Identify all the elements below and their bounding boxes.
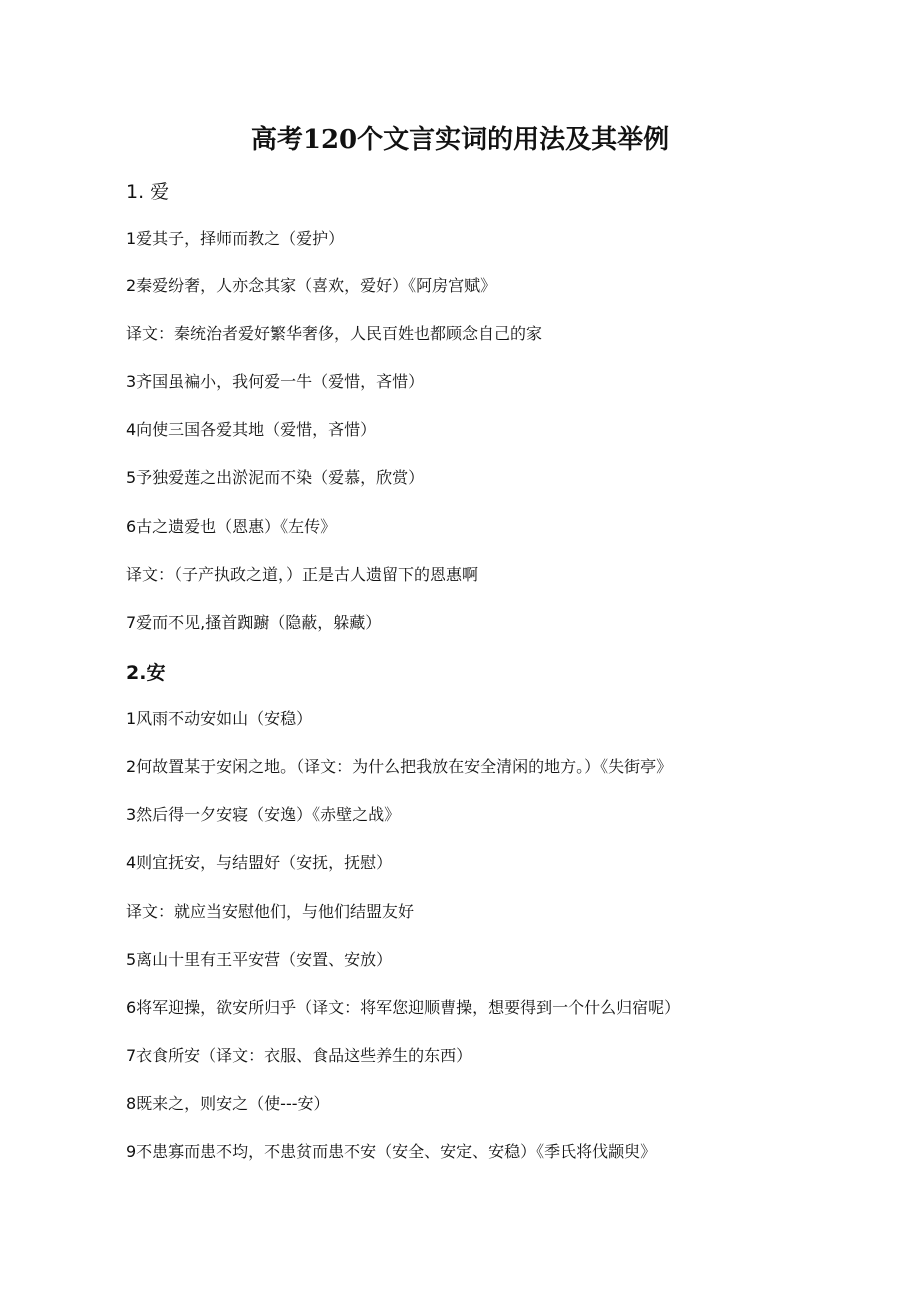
section-heading-ai: 1. 爱 (126, 181, 170, 203)
example-line: 2何故置某于安闲之地。（译文：为什么把我放在安全清闲的地方。）《失街亭》 (126, 757, 673, 776)
example-line: 1爱其子，择师而教之（爱护） (126, 229, 345, 248)
document-title: 高考120个文言实词的用法及其举例 (250, 125, 670, 155)
example-line: 9不患寡而患不均，不患贫而患不安（安全、安定、安稳）《季氏将伐颛臾》 (126, 1142, 657, 1161)
example-line: 6将军迎操，欲安所归乎（译文：将军您迎顺曹操，想要得到一个什么归宿呢） (126, 998, 681, 1017)
example-line: 8既来之，则安之（使---安） (126, 1094, 330, 1113)
translation-line: 译文：（子产执政之道，）正是古人遗留下的恩惠啊 (126, 565, 479, 584)
example-line: 1风雨不动安如山（安稳） (126, 709, 313, 728)
example-line: 3然后得一夕安寝（安逸）《赤壁之战》 (126, 805, 401, 824)
example-line: 2秦爱纷奢，人亦念其家（喜欢，爱好）《阿房宫赋》 (126, 276, 497, 295)
section-heading-an: 2.安 (126, 662, 166, 684)
example-line: 7衣食所安（译文：衣服、食品这些养生的东西） (126, 1046, 473, 1065)
example-line: 7爱而不见,搔首踟躕（隐蔽，躲藏） (126, 613, 382, 632)
example-line: 4则宜抚安，与结盟好（安抚，抚慰） (126, 853, 393, 872)
example-line: 6古之遗爱也（恩惠）《左传》 (126, 517, 337, 536)
example-line: 5离山十里有王平安营（安置、安放） (126, 950, 393, 969)
example-line: 4向使三国各爱其地（爱惜，吝惜） (126, 420, 377, 439)
translation-line: 译文：就应当安慰他们，与他们结盟友好 (126, 902, 415, 921)
example-line: 5予独爱莲之出淤泥而不染（爱慕，欣赏） (126, 468, 425, 487)
translation-line: 译文：秦统治者爱好繁华奢侈，人民百姓也都顾念自己的家 (126, 324, 543, 343)
example-line: 3齐国虽褊小，我何爱一牛（爱惜，吝惜） (126, 372, 425, 391)
